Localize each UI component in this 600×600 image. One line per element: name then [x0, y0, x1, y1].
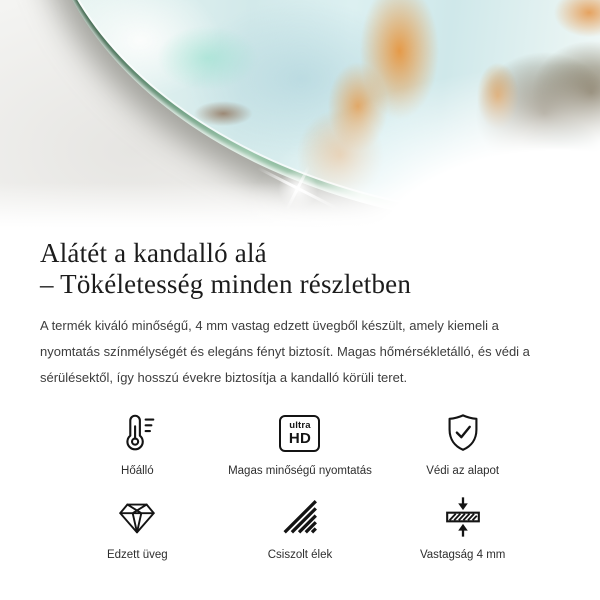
product-description: A termék kiváló minőségű, 4 mm vastag edzett üvegből készült, amely kiemeli a nyomtatás színmélységét és elegáns fényt biztosít. Magas hőmérsékletálló, és védi a sérülésektől, így hosszú évekre biztosítja a kandalló körüli teret.	[40, 318, 530, 385]
thickness-icon	[440, 494, 486, 540]
feature-grid	[56, 409, 544, 561]
photo-fade-overlay	[0, 0, 600, 228]
shield-check-icon	[440, 410, 486, 456]
page-title-line1: Alátét a kandalló alá	[40, 238, 267, 268]
feature-label: Hőálló	[121, 465, 154, 477]
feature-item-heat-resistant	[56, 409, 219, 477]
ultra-hd-icon	[279, 415, 320, 452]
thermometer-icon	[114, 410, 160, 456]
feature-item-protects-base	[381, 409, 544, 477]
feature-item-polished-edges	[219, 493, 382, 561]
page-title	[40, 238, 560, 300]
ultra-hd-icon-text-top: ultra	[289, 419, 311, 431]
feature-label: Edzett üveg	[106, 549, 168, 561]
feature-label: Védi az alapot	[426, 465, 500, 477]
page-title-line2: – Tökéletesség minden részletben	[40, 269, 412, 299]
polished-edges-icon	[277, 494, 323, 540]
diamond-icon	[114, 494, 160, 540]
feature-label: Csiszolt élek	[267, 549, 333, 561]
feature-item-tempered-glass	[56, 493, 219, 561]
feature-item-thickness	[381, 493, 544, 561]
feature-label: Magas minőségű nyomtatás	[228, 465, 372, 477]
feature-item-print-quality	[219, 409, 382, 477]
feature-label: Vastagság 4 mm	[419, 549, 506, 561]
product-photo	[0, 0, 600, 228]
ultra-hd-icon-text-bottom: HD	[288, 429, 312, 447]
content-section	[0, 238, 600, 561]
